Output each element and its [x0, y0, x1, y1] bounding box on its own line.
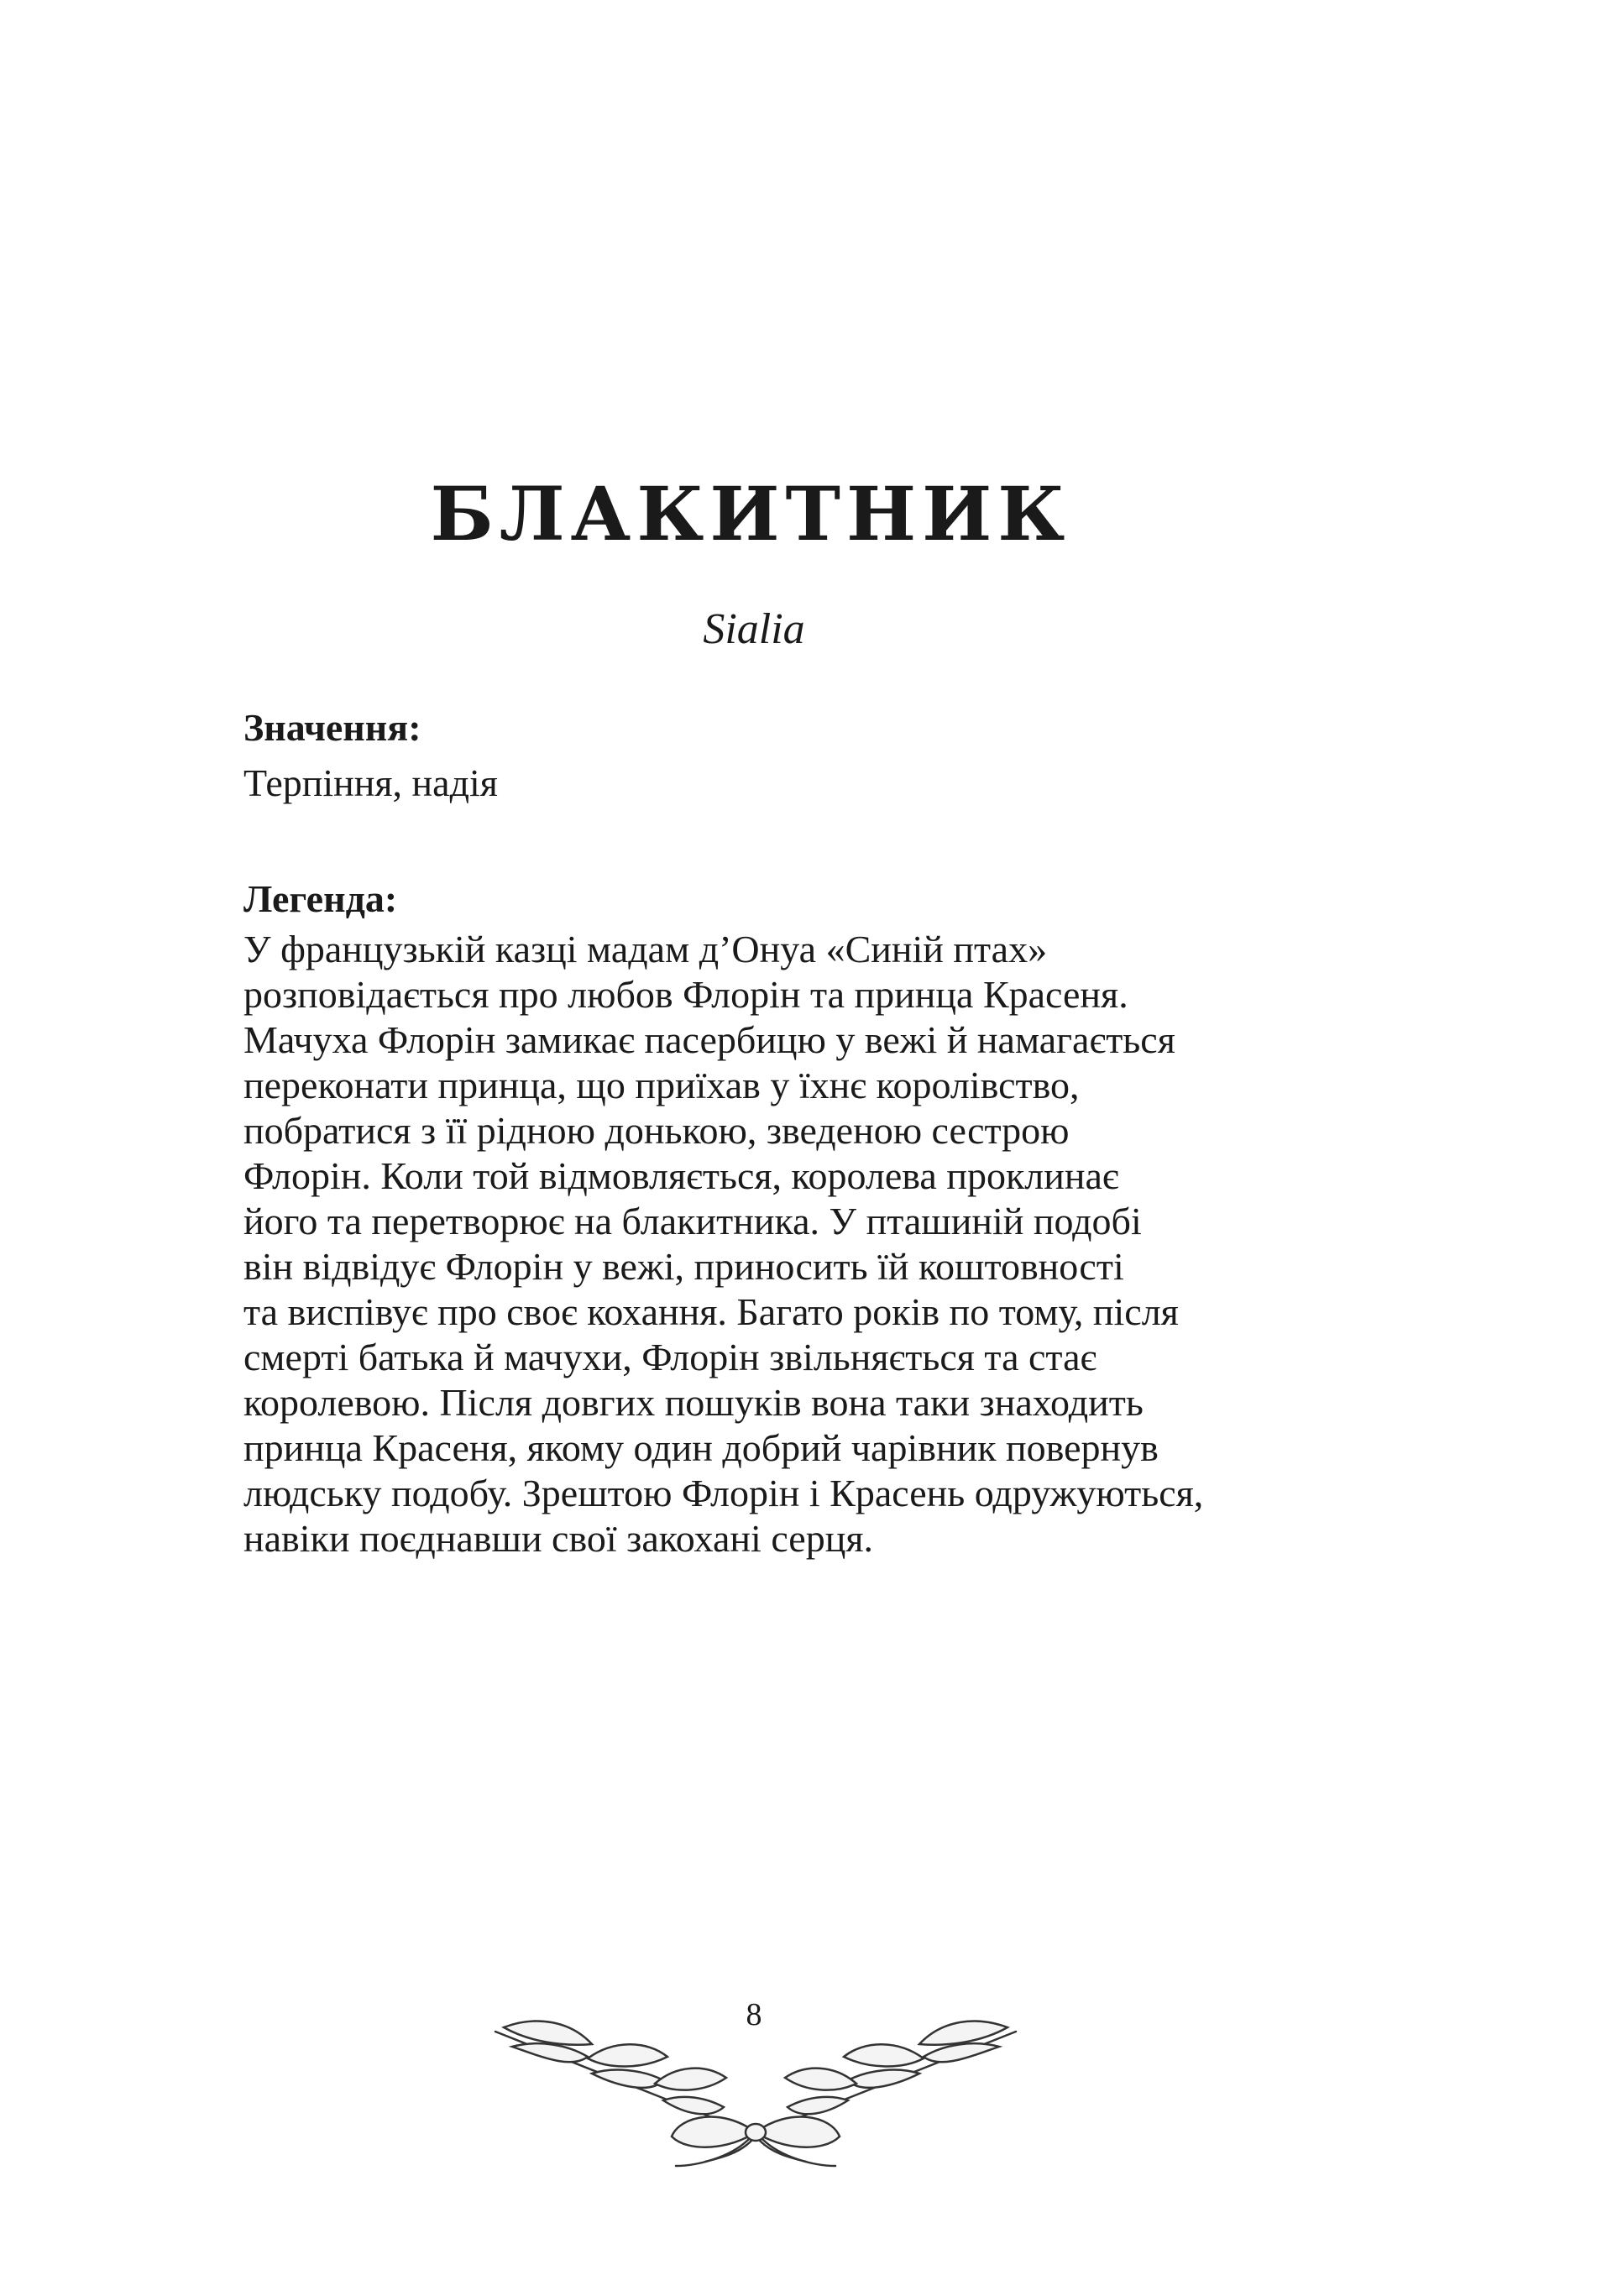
meaning-value: Терпіння, надія: [243, 761, 498, 804]
legend-line: принца Красеня, якому один добрий чарівник повернув: [243, 1426, 1159, 1469]
legend-line: смерті батька й мачухи, Флорін звільняється та стає: [243, 1336, 1097, 1378]
page-title: БЛАКИТНИК: [430, 470, 1071, 557]
page-number: 8: [746, 1997, 762, 2032]
legend-line: людську подобу. Зрештою Флорін і Красень одружуються,: [243, 1472, 1204, 1514]
legend-line: його та перетворює на блакитника. У пташиній подобі: [243, 1200, 1142, 1242]
legend-line: та виспівує про своє кохання. Багато років по тому, після: [243, 1290, 1179, 1333]
legend-line: переконати принца, що приїхав у їхнє королівство,: [243, 1064, 1080, 1106]
legend-line: він відвідує Флорін у вежі, приносить їй коштовності: [243, 1245, 1124, 1288]
legend-text: [243, 927, 1419, 1561]
legend-line: Мачуха Флорін замикає пасербицю у вежі й намагається: [243, 1018, 1175, 1061]
legend-line: У французькій казці мадам д’Онуа «Синій птах»: [243, 928, 1048, 970]
entry-content: [243, 705, 1419, 1561]
legend-line: Флорін. Коли той відмовляється, королева проклинає: [243, 1154, 1119, 1197]
legend-heading: Легенда:: [243, 877, 398, 920]
latin-name: Sialia: [703, 605, 805, 653]
legend-line: побратися з її рідною донькою, зведеною сестрою: [243, 1109, 1070, 1152]
legend-line: королевою. Після довгих пошуків вона таки знаходить: [243, 1381, 1144, 1424]
legend-line: розповідається про любов Флорін та принца Красеня.: [243, 973, 1128, 1016]
legend-line: навіки поєднавши свої закохані серця.: [243, 1517, 873, 1560]
legend-section: [243, 876, 1419, 1561]
meaning-section: [243, 705, 1419, 806]
meaning-heading: Значення:: [243, 706, 421, 749]
